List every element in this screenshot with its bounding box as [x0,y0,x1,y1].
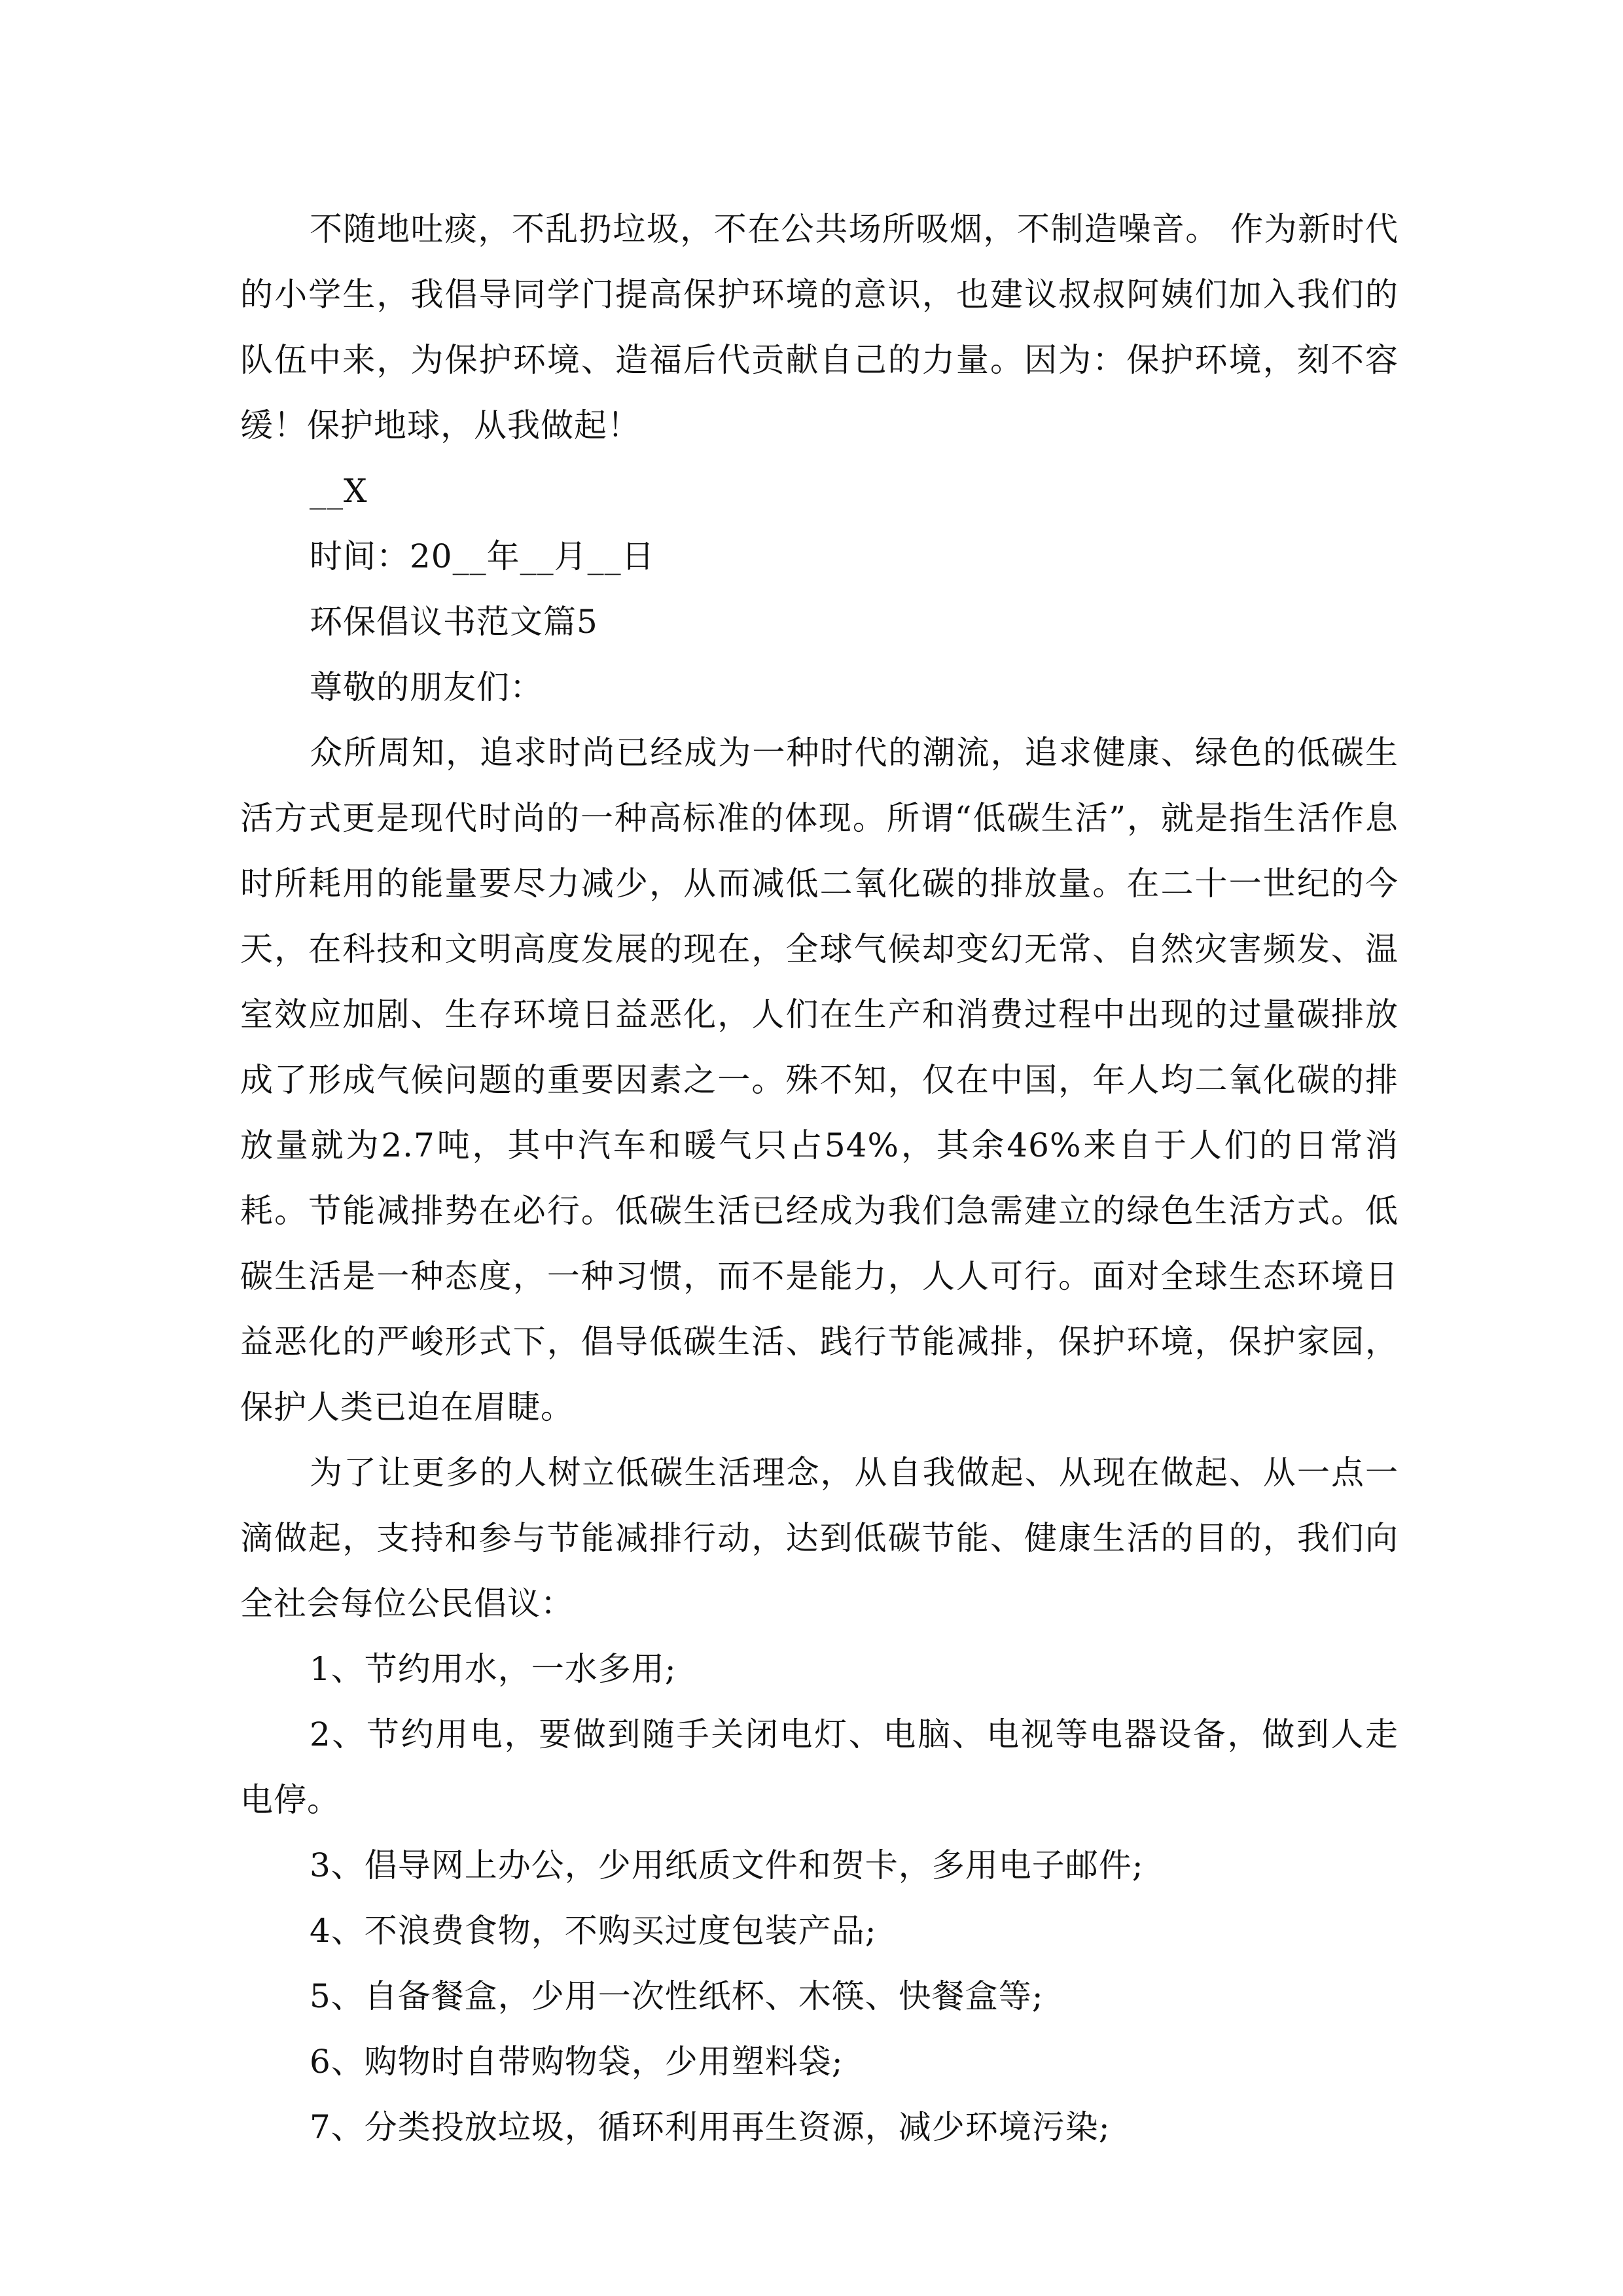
closing-paragraph: 不随地吐痰，不乱扔垃圾，不在公共场所吸烟，不制造噪音。 作为新时代的小学生，我倡导同学门提高保护环境的意识，也建议叔叔阿姨们加入我们的队伍中来，为保护环境、造福后代贡献自己的力量。因为：保护环境，刻不容缓！保护地球，从我做起！ [240,210,1399,444]
list-item: 3、倡导网上办公，少用纸质文件和贺卡，多用电子邮件; [310,1846,1144,1884]
paragraph-1: 众所周知，追求时尚已经成为一种时代的潮流，追求健康、绿色的低碳生活方式更是现代时尚的一种高标准的体现。所谓“低碳生活”，就是指生活作息时所耗用的能量要尽力减少，从而减低二氧化碳的排放量。在二十一世纪的今天，在科技和文明高度发展的现在，全球气候却变幻无常、自然灾害频发、温室效应加剧、生存环境日益恶化，人们在生产和消费过程中出现的过量碳排放成了形成气候问题的重要因素之一。殊不知，仅在中国，年人均二氧化碳的排放量就为2.7吨，其中汽车和暖气只占54%，其余46%来自于人们的日常消耗。节能减排势在必行。低碳生活已经成为我们急需建立的绿色生活方式。低碳生活是一种态度，一种习惯，而不是能力，人人可行。面对全球生态环境日益恶化的严峻形式下，倡导低碳生活、践行节能减排，保护环境，保护家园，保护人类已迫在眉睫。 [240,734,1399,1426]
greeting: 尊敬的朋友们： [310,668,543,706]
list-item: 4、不浪费食物，不购买过度包装产品; [310,1912,877,1950]
list-item: 2、节约用电，要做到随手关闭电灯、电脑、电视等电器设备，做到人走电停。 [240,1715,1399,1819]
section-title: 环保倡议书范文篇5 [310,603,598,641]
list-item: 5、自备餐盒，少用一次性纸杯、木筷、快餐盒等; [310,1977,1044,2015]
date-line: 时间：20__年__月__日 [310,537,655,575]
document-body [240,196,1399,2160]
signature: __X [310,472,368,510]
list-item: 1、节约用水，一水多用; [310,1650,677,1688]
list-item: 6、购物时自带购物袋，少用塑料袋; [310,2043,844,2081]
paragraph-2: 为了让更多的人树立低碳生活理念，从自我做起、从现在做起、从一点一滴做起，支持和参与节能减排行动，达到低碳节能、健康生活的目的，我们向全社会每位公民倡议： [240,1454,1399,1623]
list-item: 7、分类投放垃圾，循环利用再生资源，减少环境污染; [310,2108,1111,2146]
